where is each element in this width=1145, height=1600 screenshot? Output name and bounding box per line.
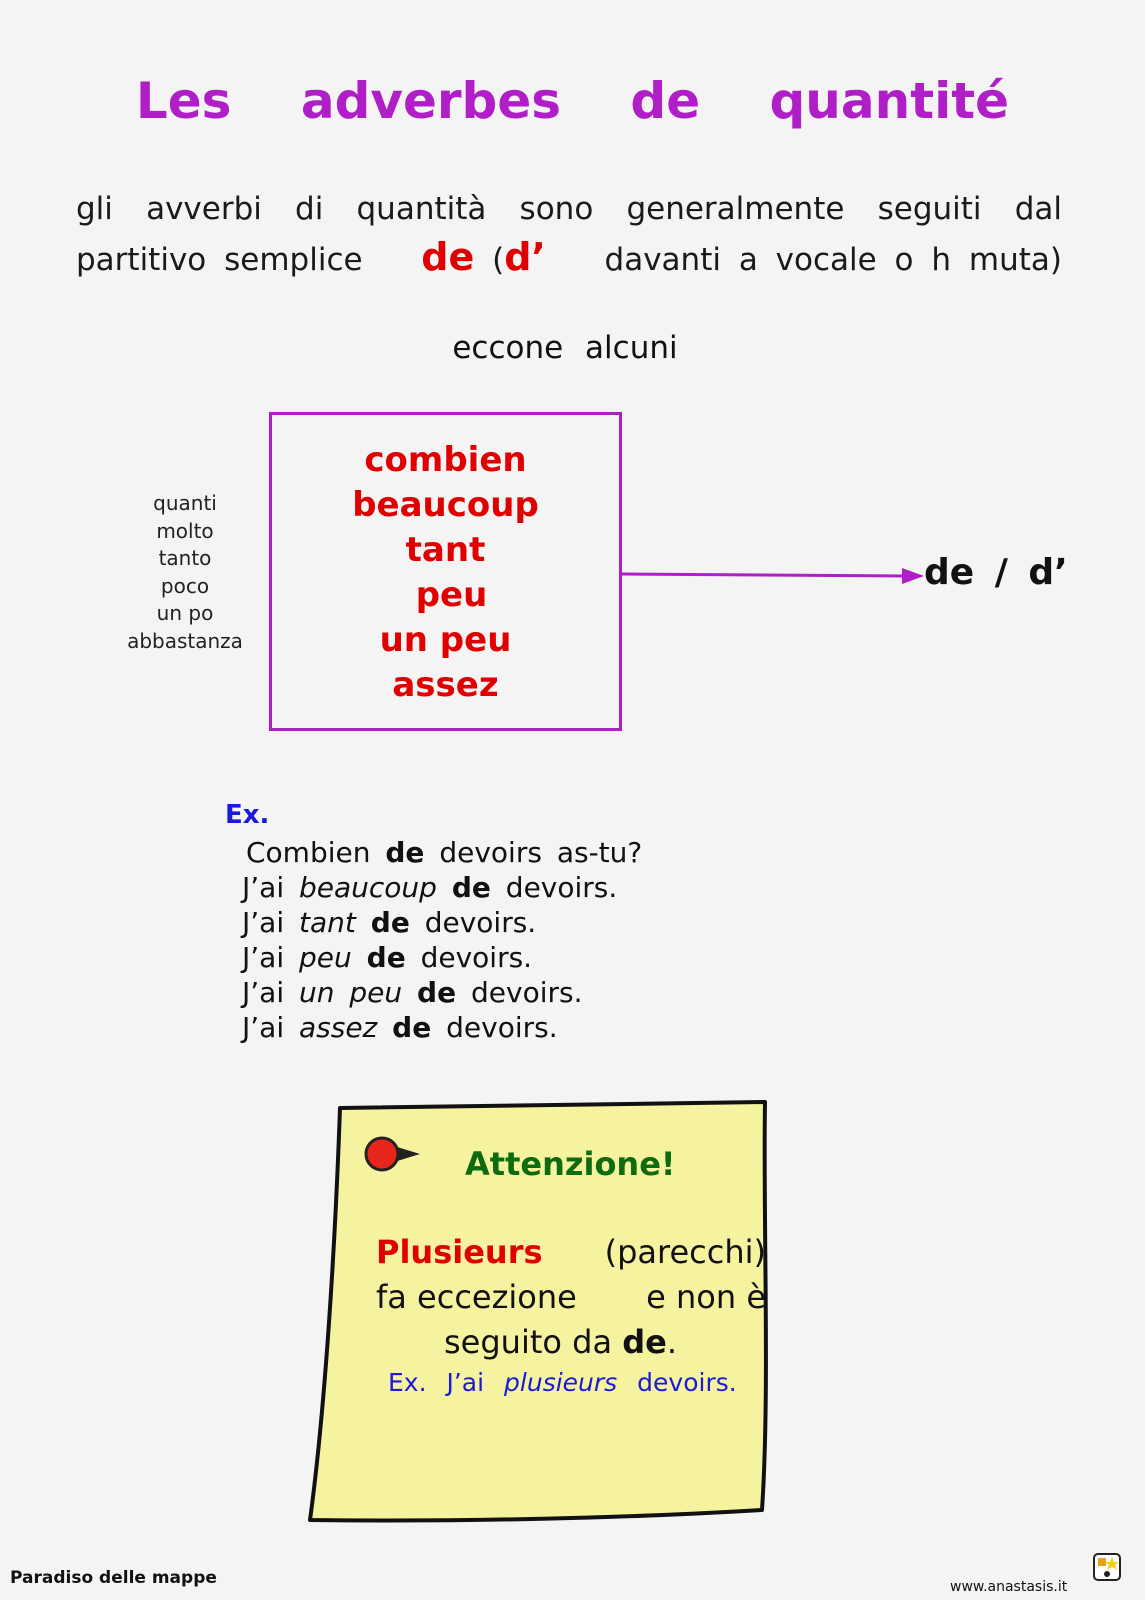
supermappe-logo-icon — [1078, 1538, 1138, 1598]
translation-item: poco — [160, 573, 210, 598]
adverb-item: peu — [415, 575, 488, 615]
intro-line-2 — [76, 233, 1062, 284]
plusieurs-word: Plusieurs — [376, 1233, 543, 1271]
partitive-d: d’ — [504, 235, 546, 279]
example-line: J’ai tant de devoirs. — [242, 906, 537, 939]
translation-item: quanti — [153, 491, 217, 515]
translation-item: un po — [156, 601, 214, 625]
pushpin-icon — [364, 1132, 424, 1176]
example-line: J’ai peu de devoirs. — [242, 941, 533, 974]
open-paren: ( — [492, 242, 505, 278]
page-title: Les adverbes de quantité — [135, 72, 1010, 130]
subtitle: eccone alcuni — [452, 330, 678, 366]
arrow-head — [902, 568, 924, 584]
translation-item: tanto — [158, 546, 212, 570]
intro-paragraph — [76, 185, 1062, 284]
plusieurs-gloss: (parecchi) — [604, 1233, 766, 1271]
intro-line2-pre: partitivo semplice — [76, 242, 363, 278]
note-line-3: seguito da de. — [444, 1323, 678, 1361]
arrow-connector — [622, 560, 932, 590]
translation-item: abbastanza — [127, 628, 243, 653]
adverb-item: combien — [364, 440, 527, 480]
footer-url[interactable]: www.anastasis.it — [950, 1579, 1068, 1595]
adverb-item: assez — [392, 665, 499, 705]
example-line: J’ai assez de devoirs. — [242, 1011, 558, 1044]
intro-line-1: gli avverbi di quantità sono generalmente seguiti dal — [76, 191, 1062, 227]
attention-heading: Attenzione! — [465, 1145, 676, 1183]
translation-item: molto — [156, 518, 214, 543]
arrow-line — [622, 574, 904, 576]
examples-list — [242, 835, 643, 1045]
intro-line2-post: davanti a vocale o h muta) — [604, 242, 1062, 278]
note-line-2: fa eccezione e non è — [376, 1278, 766, 1316]
target-de-d: de / d’ — [924, 552, 1068, 593]
partitive-de: de — [421, 235, 475, 279]
adverb-item: beaucoup — [352, 485, 539, 525]
note-body — [376, 1230, 766, 1365]
example-line: J’ai un peu de devoirs. — [242, 976, 583, 1009]
note-line-1 — [376, 1230, 766, 1275]
example-line: J’ai beaucoup de devoirs. — [242, 871, 618, 904]
footer-brand: Paradiso delle mappe — [10, 1568, 217, 1588]
adverb-item: un peu — [379, 620, 512, 660]
adverbs-list — [269, 438, 622, 708]
example-line: Combien de devoirs as-tu? — [246, 836, 643, 869]
note-example: Ex. J’ai plusieurs devoirs. — [388, 1368, 737, 1397]
examples-label: Ex. — [225, 800, 270, 830]
adverb-item: tant — [405, 530, 486, 570]
translations-list — [110, 490, 260, 655]
